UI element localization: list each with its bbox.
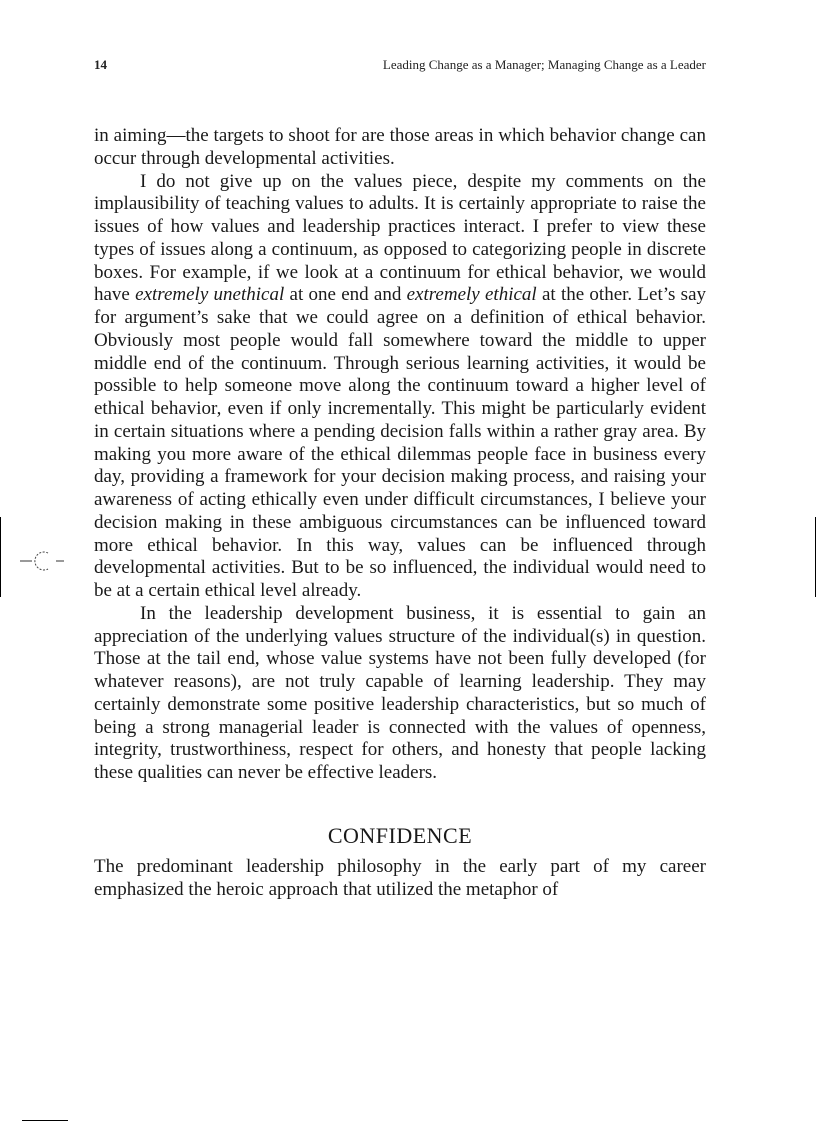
italic-term: extremely unethical	[135, 284, 285, 306]
italic-term: extremely ethical	[406, 284, 537, 306]
crop-mark-left	[0, 517, 1, 597]
paragraph	[94, 125, 706, 171]
paragraph	[94, 603, 706, 785]
section-heading: CONFIDENCE	[327, 822, 473, 848]
text-run: In the leadership development business, it is essential to gain an appreciation of the underlying values structure of the individual(s) in question. Those at the tail end, whose value systems have not been fully developed (for whatever reasons), are not truly capable of learning leadership. They may certainly demonstrate some positive leadership characteristics, but so much of being a strong managerial leader is connected with the values of openness, integrity, trustworthiness, respect for others, and honesty that people lacking these qualities can never be effective leaders.	[94, 602, 706, 783]
text-run: in aiming—the targets to shoot for are those areas in which behavior change can occur through developmental activities.	[94, 125, 706, 169]
crop-mark-bottom	[22, 1120, 68, 1121]
body-text	[94, 125, 706, 901]
page-number: 14	[94, 57, 107, 72]
running-header	[94, 57, 706, 77]
text-run: at one end and	[284, 284, 407, 306]
paragraph	[94, 171, 706, 603]
registration-mark-icon	[18, 546, 68, 576]
text-run: at the other. Let’s say for argument’s sake that we could agree on a definition of ethical behavior. Obviously most people would fall somewhere toward the middle to upper middle end of the continuum. Through serious learning activities, it would be possible to help someone move along the continuum toward a higher level of ethical behavior, even if only incrementally. This might be particularly evident in certain situations where a pending decision falls within a rather gray area. By making you more aware of the ethical dilemmas people face in business every day, providing a framework for your decision making process, and raising your awareness of acting ethically even under difficult circumstances, I believe your decision making in these ambiguous circumstances can be influenced toward more ethical behavior. In this way, values can be influenced through developmental activities. But to be so influenced, the individual would need to be at a certain ethical level already.	[94, 284, 707, 601]
section-paragraph: The predominant leadership philosophy in the early part of my career emphasized the heroic approach that utilized the metaphor of	[94, 855, 706, 900]
text-run: I do not give up on the values piece, despite my comments on the implausibility of teaching values to adults. It is certainly appropriate to raise the issues of how values and leadership practices interact. I prefer to view these types of issues along a continuum, as opposed to categorizing people in discrete boxes. For example, if we look at a continuum for ethical behavior, we would have	[94, 170, 706, 306]
running-title: Leading Change as a Manager; Managing Change as a Leader	[382, 57, 706, 72]
